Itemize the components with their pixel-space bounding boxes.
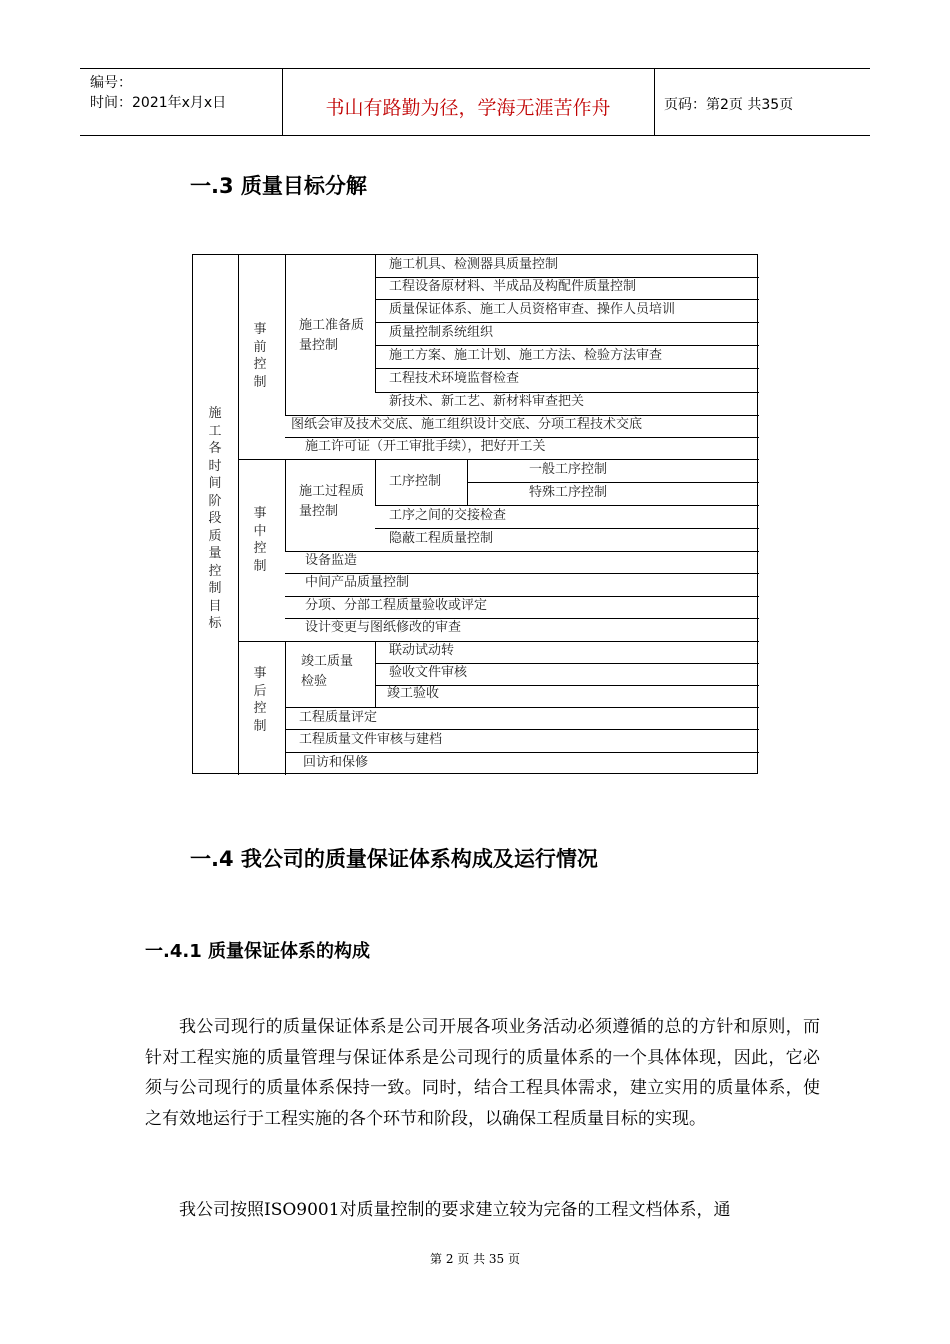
table-cell: 分项、分部工程质量验收或评定 (305, 598, 488, 613)
table-cell: 联动试动转 (389, 643, 455, 658)
group-prep: 施工准备质量控制 (299, 318, 365, 353)
header-page: 页码：第2页 共35页 (664, 97, 794, 113)
subsection-title: 一.4.1 质量保证体系的构成 (145, 941, 370, 962)
table-cell: 隐蔽工程质量控制 (389, 531, 494, 546)
table-cell: 中间产品质量控制 (305, 575, 410, 590)
stage-during: 事中控制 (253, 506, 267, 574)
header-time: 时间：2021年x月x日 (90, 95, 227, 111)
table-cell: 工程技术环境监督检查 (389, 371, 520, 386)
table-cell: 回访和保修 (303, 755, 369, 770)
table-cell: 施工许可证（开工审批手续），把好开工关 (305, 439, 546, 454)
table-cell: 设计变更与图纸修改的审查 (305, 620, 462, 635)
header-bottom-rule (80, 135, 870, 136)
header-motto: 书山有路勤为径，学海无涯苦作舟 (325, 97, 611, 119)
group-completion: 竣工质量检验 (301, 654, 354, 689)
table-cell: 新技术、新工艺、新材料审查把关 (389, 394, 585, 409)
table-cell: 设备监造 (305, 553, 358, 568)
quality-control-table (192, 254, 758, 774)
body-paragraph: 我公司现行的质量保证体系是公司开展各项业务活动必须遵循的总的方针和原则，而针对工程实施的质量管理与保证体系是公司现行的质量体系的一个具体体现，因此，它必须与公司现行的质量体系保持一致。同时，结合工程具体需求，建立实用的质量体系，使之有效地运行于工程实施的各个环节和阶段，以确保工程质量目标的实现。 (145, 1017, 820, 1129)
table-cell: 竣工验收 (387, 686, 440, 701)
header-top-rule (80, 68, 870, 69)
header-number: 编号： (90, 75, 132, 91)
stage-after: 事后控制 (253, 666, 267, 734)
table-cell: 施工机具、检测器具质量控制 (389, 257, 559, 272)
table-cell: 图纸会审及技术交底、施工组织设计交底、分项工程技术交底 (291, 417, 643, 432)
table-cell: 工序之间的交接检查 (389, 508, 507, 523)
section-title: 一.3 质量目标分解 (190, 174, 367, 198)
table-cell: 质量保证体系、施工人员资格审查、操作人员培训 (389, 302, 676, 317)
section-title: 一.4 我公司的质量保证体系构成及运行情况 (190, 847, 598, 871)
body-paragraph: 我公司按照ISO9001对质量控制的要求建立较为完备的工程文档体系，通 (179, 1200, 731, 1220)
table-cell: 质量控制系统组织 (389, 325, 494, 340)
table-cell: 施工方案、施工计划、施工方法、检验方法审查 (389, 348, 663, 363)
table-cell: 工程质量评定 (299, 710, 378, 725)
table-cell: 工程设备原材料、半成品及构配件质量控制 (389, 279, 637, 294)
table-cell: 一般工序控制 (529, 462, 608, 477)
table-cell: 工序控制 (389, 474, 442, 489)
table-cell: 验收文件审核 (389, 665, 468, 680)
table-cell: 工程质量文件审核与建档 (299, 732, 443, 747)
page-footer: 第 2 页 共 35 页 (430, 1252, 520, 1266)
header-divider (654, 68, 655, 136)
group-process: 施工过程质量控制 (299, 484, 365, 519)
stage-before: 事前控制 (253, 322, 267, 390)
table-cell: 特殊工序控制 (529, 485, 608, 500)
table-root-label: 施工各时间阶段质量控制目标 (208, 406, 222, 631)
